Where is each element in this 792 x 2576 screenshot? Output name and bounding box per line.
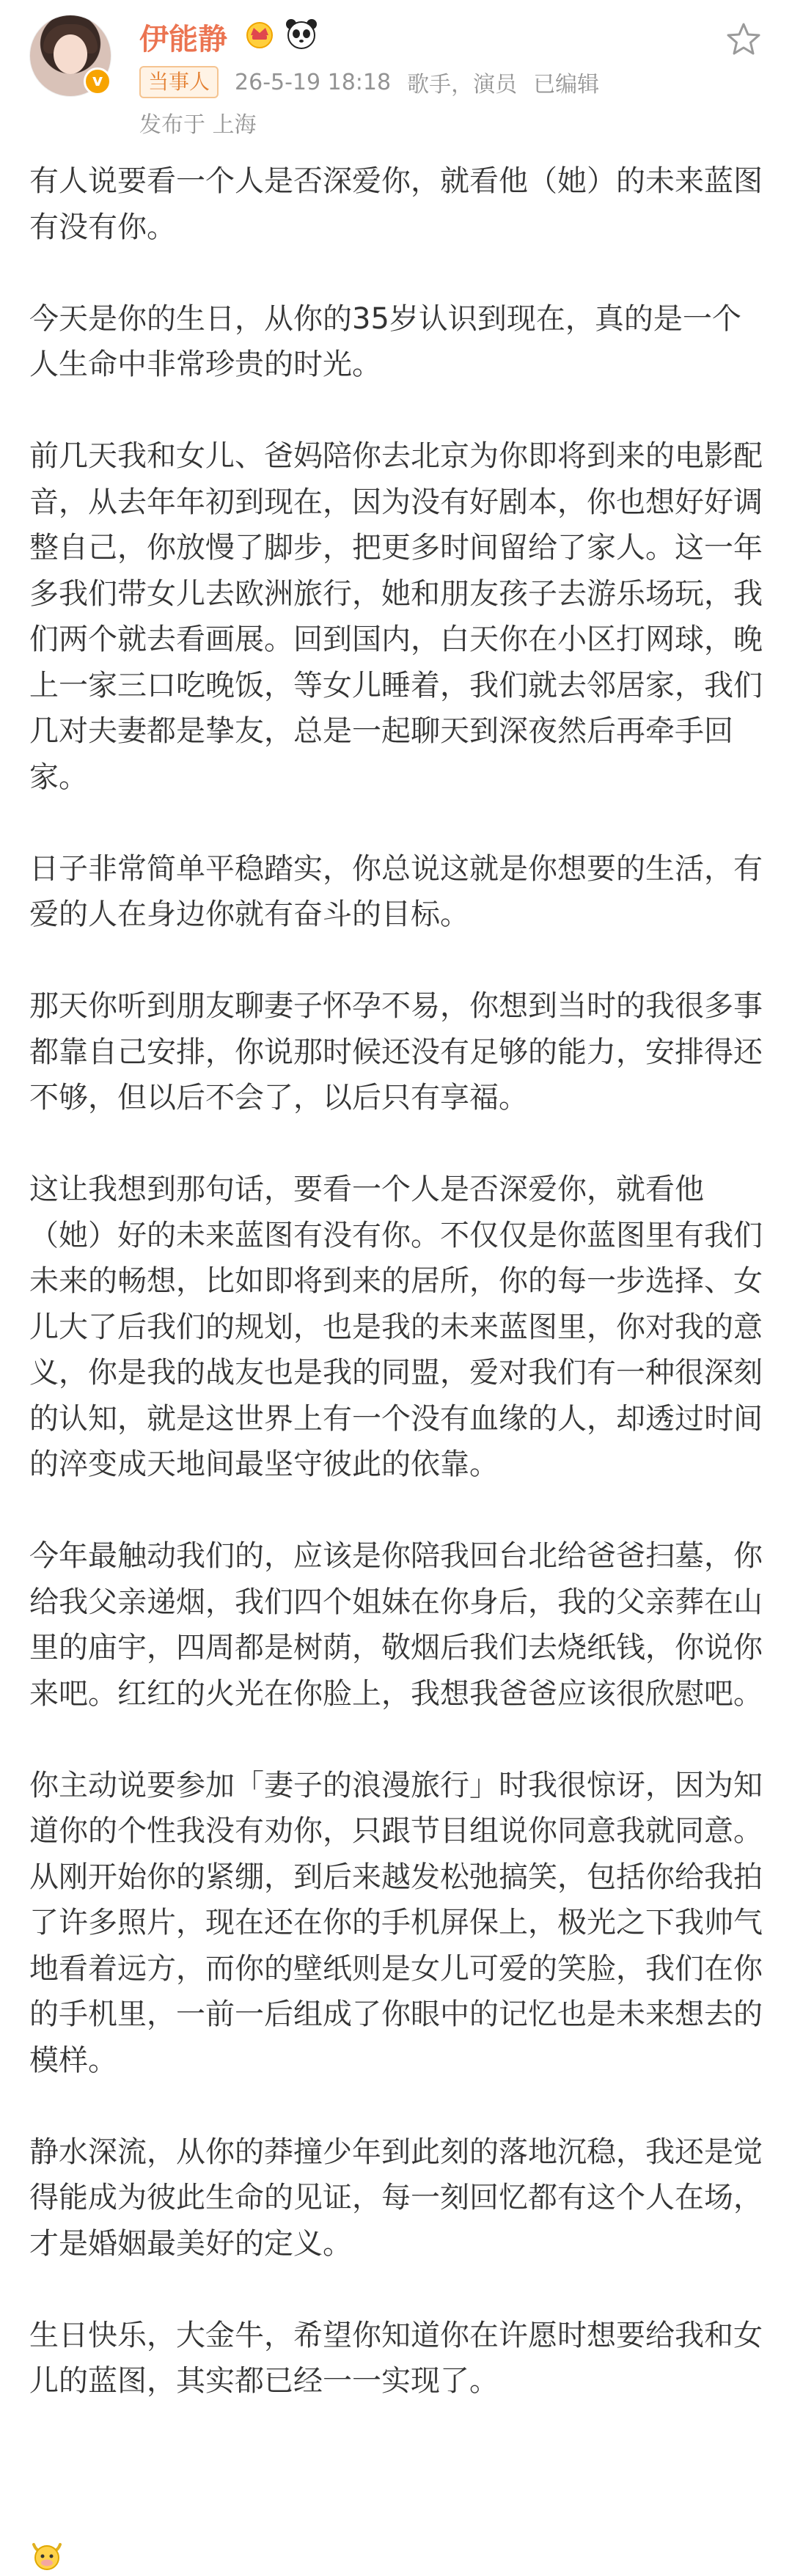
post-paragraph: 生日快乐，大金牛，希望你知道你在许愿时想要给我和女儿的蓝图，其实都已经一一实现了。	[29, 2318, 763, 2398]
post-meta	[139, 66, 615, 98]
party-badge: 当事人	[139, 66, 219, 98]
verified-icon: v	[84, 67, 111, 95]
crown-icon	[243, 19, 276, 48]
post-paragraph: 今年最触动我们的，应该是你陪我回台北给爸爸扫墓，你给我父亲递烟，我们四个姐妹在你身后，我的父亲葬在山里的庙宇，四周都是树荫，敬烟后我们去烧纸钱，你说你来吧。红红的火光在你脸上，我想我爸爸应该很欣慰吧。	[29, 1539, 763, 1711]
post-paragraph: 那天你听到朋友聊妻子怀孕不易，你想到当时的我很多事都靠自己安排，你说那时候还没有足够的能力，安排得还不够，但以后不会了，以后只有享福。	[29, 989, 763, 1115]
star-icon[interactable]	[725, 21, 763, 59]
avatar-face	[54, 34, 87, 74]
post-paragraph: 今天是你的生日，从你的35岁认识到现在，真的是一个人生命中非常珍贵的时光。	[29, 301, 741, 381]
edited-label[interactable]: 已编辑	[533, 72, 600, 98]
post-paragraph: 有人说要看一个人是否深爱你，就看他（她）的未来蓝图有没有你。	[29, 164, 763, 244]
post-header	[0, 0, 792, 147]
post-paragraph: 你主动说要参加「妻子的浪漫旅行」时我很惊讶，因为知道你的个性我没有劝你，只跟节目组说你同意我就同意。从刚开始你的紧绷，到后来越发松弛搞笑，包括你给我拍了许多照片，现在还在你的手机屏保上，极光之下我帅气地看着远方，而你的壁纸则是女儿可爱的笑脸，我们在你的手机里，一前一后组成了你眼中的记忆也是未来想去的模样。	[29, 1768, 763, 2077]
author-identity: 歌手，演员	[407, 72, 518, 98]
post-body	[29, 158, 763, 2450]
post-paragraph: 静水深流，从你的莽撞少年到此刻的落地沉稳，我还是觉得能成为彼此生命的见证，每一刻回忆都有这个人在场，才是婚姻最美好的定义。	[29, 2135, 763, 2261]
post-timestamp: 26-5-19 18:18	[235, 69, 392, 95]
post-paragraph: 日子非常简单平稳踏实，你总说这就是你想要的生活，有爱的人在身边你就有奋斗的目标。	[29, 851, 763, 931]
author-name[interactable]: 伊能静	[139, 23, 227, 56]
cow-emoji-icon	[29, 2537, 65, 2572]
post-location: 发布于 上海	[139, 112, 257, 138]
post-paragraph: 这让我想到那句话，要看一个人是否深爱你，就看他（她）好的未来蓝图有没有你。不仅仅是你蓝图里有我们未来的畅想，比如即将到来的居所，你的每一步选择、女儿大了后我们的规划，也是我的未来蓝图里，你对我的意义，你是我的战友也是我的同盟，爱对我们有一种很深刻的认知，就是这世界上有一个没有血缘的人，却透过时间的淬变成天地间最坚守彼此的依靠。	[29, 1173, 763, 1481]
post-paragraph: 前几天我和女儿、爸妈陪你去北京为你即将到来的电影配音，从去年年初到现在，因为没有好剧本，你也想好好调整自己，你放慢了脚步，把更多时间留给了家人。这一年多我们带女儿去欧洲旅行，她和朋友孩子去游乐场玩，我们两个就去看画展。回到国内，白天你在小区打网球，晚上一家三口吃晚饭，等女儿睡着，我们就去邻居家，我们几对夫妻都是挚友，总是一起聊天到深夜然后再牵手回家。	[29, 439, 763, 794]
panda-icon	[285, 18, 318, 50]
